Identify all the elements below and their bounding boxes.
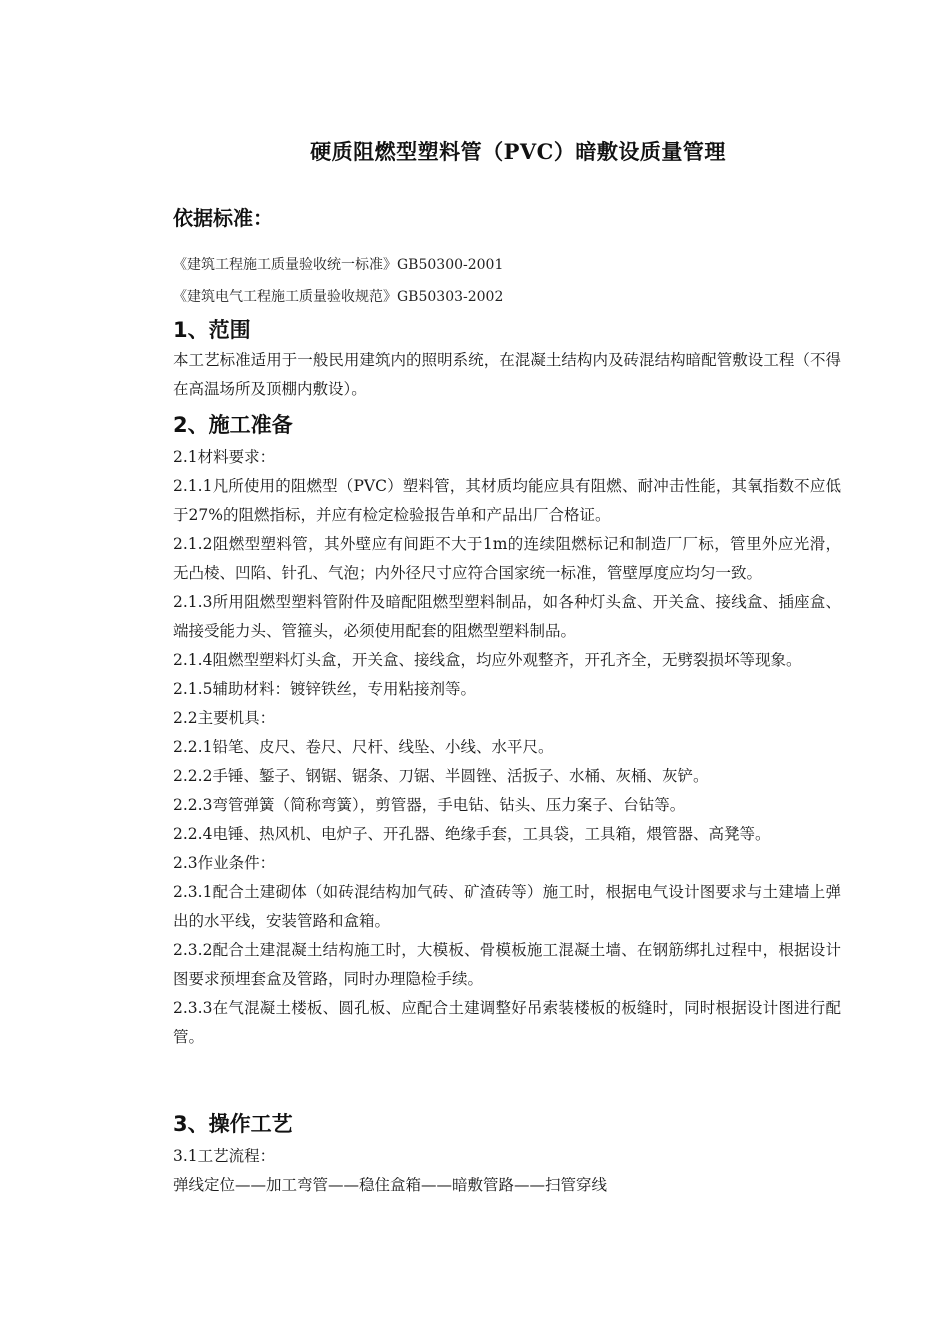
document-title: 硬质阻燃型塑料管（PVC）暗敷设质量管理 [310, 139, 726, 164]
paragraph: 2.1.2阻燃型塑料管，其外壁应有间距不大于1m的连续阻燃标记和制造厂厂标，管里外应光滑，无凸棱、凹陷、针孔、气泡；内外径尺寸应符合国家统一标准，管壁厚度应均匀一致。 [173, 535, 841, 582]
paragraph: 2.2.4电锤、热风机、电炉子、开孔器、绝缘手套，工具袋，工具箱，煨管器、高凳等。 [173, 825, 771, 843]
section-body-scope [173, 346, 841, 404]
paragraph: 2.3.3在气混凝土楼板、圆孔板、应配合土建调整好吊索装楼板的板缝时，同时根据设计图进行配管。 [173, 999, 841, 1046]
reference-standard-1: 《建筑工程施工质量验收统一标准》GB50300-2001 [173, 257, 504, 273]
paragraph: 2.2主要机具： [173, 709, 276, 727]
paragraph: 2.1.1凡所使用的阻燃型（PVC）塑料管，其材质均能应具有阻燃、耐冲击性能，其氧指数不应低于27%的阻燃指标，并应有检定检验报告单和产品出厂合格证。 [173, 477, 841, 524]
paragraph: 2.1.4阻燃型塑料灯头盒，开关盒、接线盒，均应外观整齐，开孔齐全，无劈裂损坏等现象。 [173, 651, 802, 669]
paragraph: 2.1.5辅助材料：镀锌铁丝，专用粘接剂等。 [173, 680, 476, 698]
paragraph: 2.2.3弯管弹簧（简称弯簧），剪管器，手电钻、钻头、压力案子、台钻等。 [173, 796, 686, 814]
paragraph: 2.3.2配合土建混凝土结构施工时，大模板、骨模板施工混凝土墙、在钢筋绑扎过程中，根据设计图要求预埋套盒及管路，同时办理隐检手续。 [173, 941, 841, 988]
reference-standard-2: 《建筑电气工程施工质量验收规范》GB50303-2002 [173, 289, 504, 305]
paragraph: 2.3作业条件： [173, 854, 276, 872]
paragraph: 弹线定位——加工弯管——稳住盒箱——暗敷管路——扫管穿线 [173, 1176, 608, 1194]
section-heading-preparation: 2、施工准备 [173, 413, 293, 437]
paragraph: 3.1工艺流程： [173, 1147, 276, 1165]
section-heading-process: 3、操作工艺 [173, 1112, 293, 1136]
paragraph: 本工艺标准适用于一般民用建筑内的照明系统，在混凝土结构内及砖混结构暗配管敷设工程（不得在高温场所及顶棚内敷设）。 [173, 351, 841, 398]
section-body-process [173, 1142, 841, 1200]
paragraph: 2.1.3所用阻燃型塑料管附件及暗配阻燃型塑料制品，如各种灯头盒、开关盒、接线盒、插座盒、端接受能力头、管箍头，必须使用配套的阻燃型塑料制品。 [173, 593, 841, 640]
paragraph: 2.2.1铅笔、皮尺、卷尺、尺杆、线坠、小线、水平尺。 [173, 738, 554, 756]
paragraph: 2.1材料要求： [173, 448, 276, 466]
section-heading-scope: 1、范围 [173, 318, 251, 342]
paragraph: 2.3.1配合土建砌体（如砖混结构加气砖、矿渣砖等）施工时，根据电气设计图要求与土建墙上弹出的水平线，安装管路和盒箱。 [173, 883, 841, 930]
basis-heading: 依据标准： [173, 206, 273, 230]
paragraph: 2.2.2手锤、錾子、钢锯、锯条、刀锯、半圆锉、活扳子、水桶、灰桶、灰铲。 [173, 767, 709, 785]
section-body-preparation [173, 443, 841, 1052]
